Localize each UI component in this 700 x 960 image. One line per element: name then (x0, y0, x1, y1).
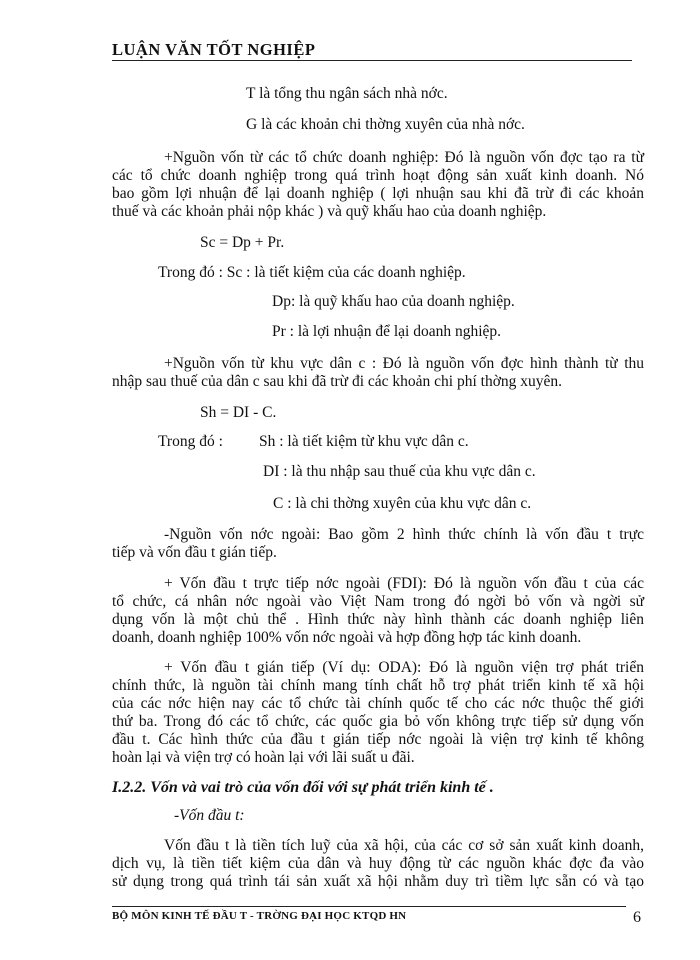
paragraph-line: dụng vốn là một chủ thể . Hình thức này hình thành các doanh nghiệp liên (112, 611, 644, 628)
paragraph-line: của các nớc hiện nay các tổ chức tài chính quốc tế cho các nớc thuộc thế giới (112, 695, 644, 712)
paragraph-line: các tổ chức doanh nghiệp trong quá trình hoạt động sản xuất kinh doanh. Nó (112, 167, 644, 184)
paragraph-line: thuế và các khoản phải nộp khác ) và quỹ khấu hao của doanh nghiệp. (112, 203, 547, 220)
paragraph-line: + Vốn đầu t trực tiếp nớc ngoài (FDI): Đó là nguồn vốn đầu t của các (164, 575, 644, 592)
paragraph-line: +Nguồn vốn từ các tổ chức doanh nghiệp: Đó là nguồn vốn đợc tạo ra từ (164, 149, 644, 166)
paragraph-line: -Nguồn vốn nớc ngoài: Bao gồm 2 hình thức chính là vốn đầu t trực (164, 526, 644, 543)
paragraph-line: bao gồm lợi nhuận để lại doanh nghiệp ( lợi nhuận sau khi đã trừ đi các khoản (112, 185, 644, 202)
paragraph-line: thứ ba. Trong đó các tổ chức, các quốc gia bỏ vốn không trực tiếp sử dụng vốn (112, 713, 644, 730)
paragraph-line: G là các khoản chi thờng xuyên của nhà nớc. (246, 116, 525, 133)
paragraph-line: doanh, doanh nghiệp 100% vốn nớc ngoài và hợp đồng hợp tác kinh doanh. (112, 629, 582, 646)
paragraph-line: chính thức, là nguồn tài chính mang tính chất hỗ trợ phát triển kinh tế xã hội (112, 677, 644, 694)
page-header (112, 32, 632, 61)
page-footer (112, 906, 626, 925)
section-heading: I.2.2. Vốn và vai trò của vốn đối với sự phát triển kinh tế . (112, 779, 494, 796)
paragraph-line: +Nguồn vốn từ khu vực dân c : Đó là nguồn vốn đợc hình thành từ thu (164, 355, 644, 372)
paragraph-line: DI : là thu nhập sau thuế của khu vực dân c. (263, 463, 536, 480)
page-number: 6 (633, 909, 641, 926)
footer-text: BỘ MÔN KINH TẾ ĐẦU T - TRỜNG ĐẠI HỌC KTQD HN (112, 910, 407, 922)
paragraph-line: tổ chức, cá nhân nớc ngoài vào Việt Nam trong đó ngời bỏ vốn và ngời sử (112, 593, 644, 610)
paragraph-line: Sh : là tiết kiệm từ khu vực dân c. (259, 433, 469, 450)
paragraph-line: Trong đó : (158, 433, 223, 450)
formula: Sh = DI - C. (200, 404, 277, 421)
paragraph-line: Trong đó : Sc : là tiết kiệm của các doanh nghiệp. (158, 264, 466, 281)
paragraph-line: hoàn lại và viện trợ có hoàn lại với lãi suất u đãi. (112, 749, 415, 766)
paragraph-line: dịch vụ, là tiền tiết kiệm của dân và huy động từ các nguồn khác đợc đa vào (112, 855, 644, 872)
paragraph-line: T là tổng thu ngân sách nhà nớc. (246, 85, 448, 102)
formula: Sc = Dp + Pr. (200, 234, 285, 251)
paragraph-line: + Vốn đầu t gián tiếp (Ví dụ: ODA): Đó là nguồn viện trợ phát triển (164, 659, 644, 676)
paragraph-line: Dp: là quỹ khấu hao của doanh nghiệp. (272, 293, 515, 310)
paragraph-line: Vốn đầu t là tiền tích luỹ của xã hội, của các cơ sở sản xuất kinh doanh, (164, 837, 644, 854)
subsection-heading: -Vốn đầu t: (174, 807, 245, 824)
paragraph-line: Pr : là lợi nhuận để lại doanh nghiệp. (272, 323, 502, 340)
paragraph-line: đầu t. Các hình thức của đầu t gián tiếp nớc ngoài là viện trợ kinh tế không (112, 731, 644, 748)
paragraph-line: sử dụng trong quá trình tái sản xuất xã hội nhằm duy trì tiềm lực sẵn có và tạo (112, 873, 644, 890)
paragraph-line: tiếp và vốn đầu t gián tiếp. (112, 544, 277, 561)
paragraph-line: C : là chi thờng xuyên của khu vực dân c. (273, 495, 532, 512)
header-title: LUẬN VĂN TỐT NGHIỆP (112, 40, 316, 59)
paragraph-line: nhập sau thuế của dân c sau khi đã trừ đi các khoản chi phí thờng xuyên. (112, 373, 563, 390)
